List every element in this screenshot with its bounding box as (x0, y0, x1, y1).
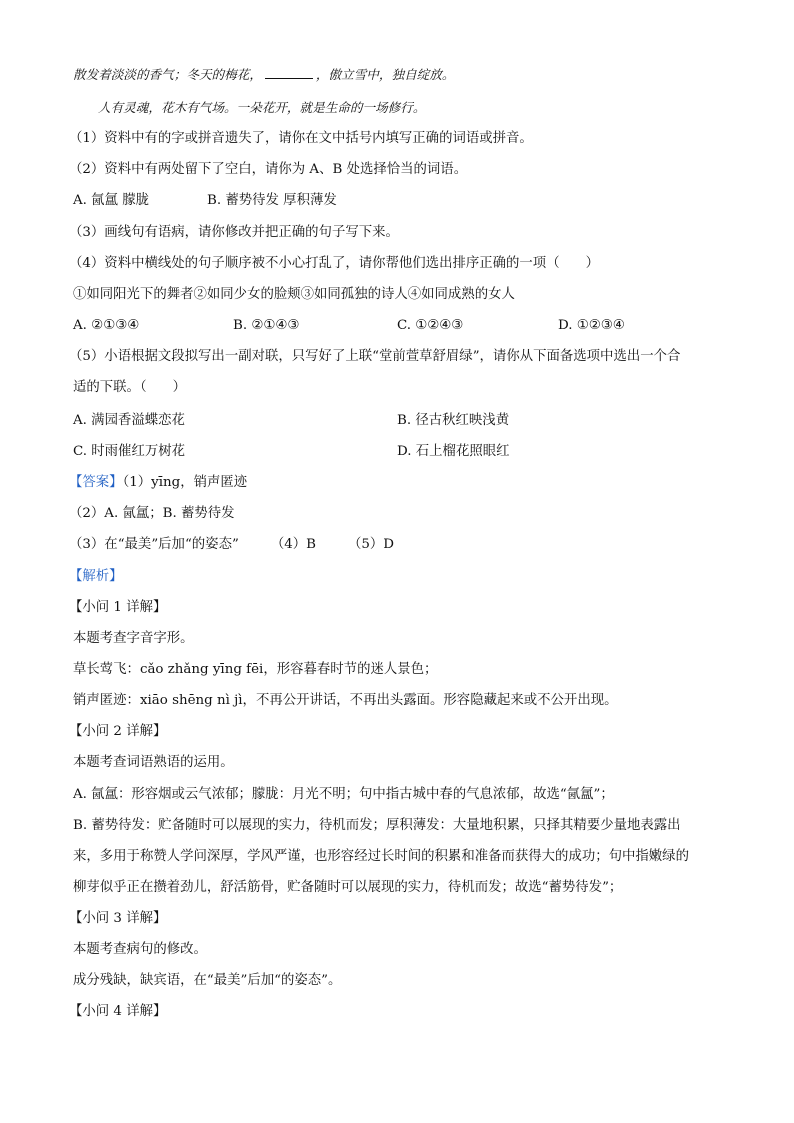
subquestion-1-heading: 【小问 1 详解】 (69, 600, 167, 615)
answer-line-3 (69, 536, 394, 554)
answer-4: （4）B (270, 537, 316, 552)
q2-option-b: B. 蓄势待发 厚积薄发 (207, 193, 337, 208)
question-4 (69, 255, 599, 273)
answer-1: （1）yīng，销声匿迹 (122, 475, 248, 490)
subquestion-2-line-3: 来，多用于称赞人学问深厚，学风严谨，也形容经过长时间的积累和准备而获得大的成功；句中指嫩绿的 (73, 849, 689, 864)
poem-text: 散发着淡淡的香气；冬天的梅花， (73, 67, 262, 82)
analysis-tag: 【解析】 (69, 569, 123, 584)
answer-blank (265, 66, 313, 79)
answer-5: （5）D (347, 537, 395, 552)
q5-option-c: C. 时雨催红万树花 (73, 444, 186, 459)
subquestion-2-line-1: A. 氤氲：形容烟或云气浓郁；朦胧：月光不明；句中指古城中春的气息浓郁，故选“氤氲”； (73, 787, 614, 802)
poem-text: ，傲立雪中，独自绽放。 (315, 67, 455, 82)
q5-option-b: B. 径古秋红映浅黄 (397, 413, 510, 428)
poem-line-2: 人有灵魂，花木有气场。一朵花开，就是生命的一场修行。 (98, 100, 426, 115)
question-3: （3）画线句有语病，请你修改并把正确的句子写下来。 (69, 225, 399, 240)
subquestion-1-intro: 本题考查字音字形。 (73, 631, 194, 646)
question-5-line-1: （5）小语根据文段拟写出一副对联，只写好了上联“堂前萱草舒眉绿”，请你从下面备选项中选出一个合 (69, 349, 681, 364)
question-1: （1）资料中有的字或拼音遗失了，请你在文中括号内填写正确的词语或拼音。 (69, 131, 533, 146)
question-4-text: （4）资料中横线处的句子顺序被不小心打乱了，请你帮他们选出排序正确的一项（ (69, 256, 560, 271)
q5-option-a: A. 满园香溢蝶恋花 (73, 413, 185, 428)
question-5-text: 适的下联。（ (73, 380, 147, 395)
subquestion-4-heading: 【小问 4 详解】 (69, 1004, 167, 1019)
question-5-line-2 (73, 379, 186, 397)
subquestion-3-intro: 本题考查病句的修改。 (73, 942, 207, 957)
q2-option-a: A. 氤氲 朦胧 (73, 193, 150, 208)
subquestion-1-line-2: 销声匿迹：xiāo shēng nì jì，不再公开讲话，不再出头露面。形容隐藏起来或不公开出现。 (73, 693, 618, 708)
q5-option-d: D. 石上榴花照眼红 (397, 444, 510, 459)
q4-option-d: D. ①②③④ (558, 318, 625, 333)
q4-option-c: C. ①②④③ (397, 318, 464, 333)
subquestion-2-line-2: B. 蓄势待发：贮备随时可以展现的实力，待机而发；厚积薄发：大量地积累，只择其精要少量地表露出 (73, 818, 681, 833)
subquestion-3-line-1: 成分残缺，缺宾语，在“最美”后加“的姿态”。 (73, 973, 342, 988)
question-4-close: ） (585, 256, 599, 271)
subquestion-2-line-4: 柳芽似乎正在攒着劲儿，舒活筋骨，贮备随时可以展现的实力，待机而发；故选“蓄势待发”； (73, 880, 623, 895)
answer-3: （3）在“最美”后加“的姿态” (69, 537, 239, 552)
question-2: （2）资料中有两处留下了空白，请你为 A、B 处选择恰当的词语。 (69, 162, 468, 177)
q4-option-b: B. ②①④③ (233, 318, 300, 333)
subquestion-3-heading: 【小问 3 详解】 (69, 911, 167, 926)
answer-line-1 (69, 474, 247, 492)
question-5-close: ） (172, 380, 187, 395)
question-4-items: ①如同阳光下的舞者②如同少女的脸颊③如同孤独的诗人④如同成熟的女人 (73, 287, 515, 302)
answer-2: （2）A. 氤氲；B. 蓄势待发 (69, 506, 235, 521)
subquestion-2-intro: 本题考查词语熟语的运用。 (73, 755, 234, 770)
poem-line-1 (73, 66, 454, 84)
q4-option-a: A. ②①③④ (73, 318, 140, 333)
subquestion-2-heading: 【小问 2 详解】 (69, 724, 167, 739)
answer-tag: 【答案】 (69, 475, 123, 490)
subquestion-1-line-1: 草长莺飞：cǎo zhǎng yīng fēi，形容暮春时节的迷人景色； (73, 662, 438, 677)
